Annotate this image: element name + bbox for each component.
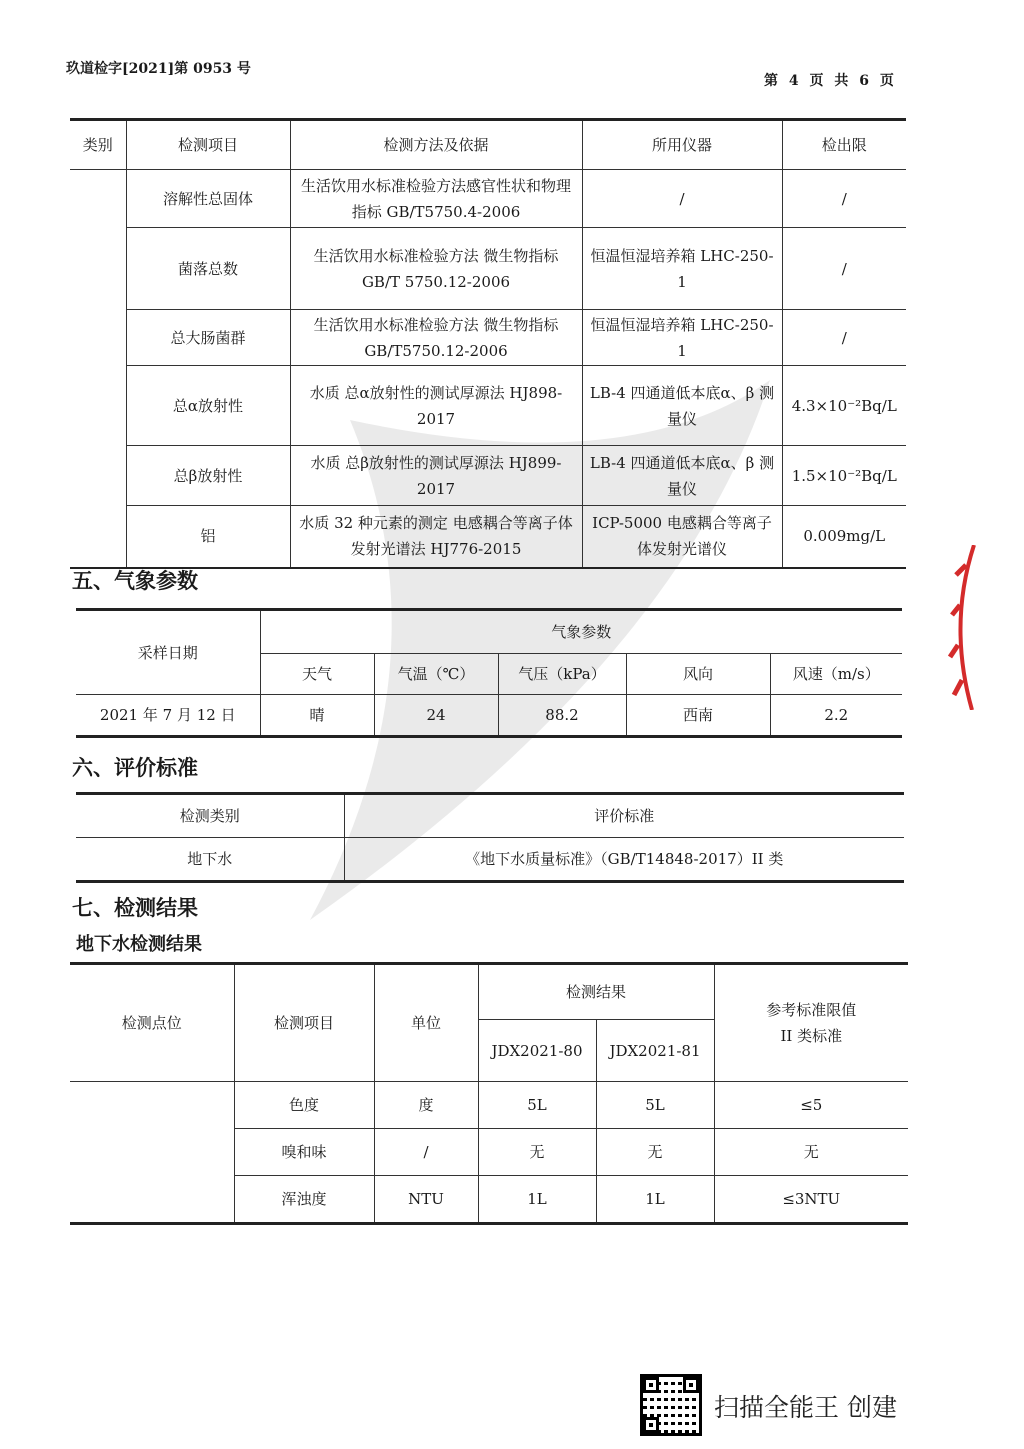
- table-row: [76, 838, 904, 882]
- col-unit: 单位: [374, 964, 478, 1082]
- sample-2-cell: 5L: [596, 1082, 714, 1129]
- methods-table: [70, 118, 906, 569]
- instrument-cell: /: [582, 170, 782, 228]
- item-cell: 浑浊度: [234, 1176, 374, 1224]
- pressure-cell: 88.2: [498, 695, 626, 737]
- sample-1-cell: 1L: [478, 1176, 596, 1224]
- instrument-cell: 恒温恒湿培养箱 LHC-250-1: [582, 228, 782, 310]
- reference-title: 参考标准限值: [766, 1001, 857, 1019]
- item-cell: 色度: [234, 1082, 374, 1129]
- col-sample-2: JDX2021-81: [596, 1020, 714, 1082]
- date-cell: 2021 年 7 月 12 日: [76, 695, 260, 737]
- method-cell: 水质 32 种元素的测定 电感耦合等离子体发射光谱法 HJ776-2015: [290, 506, 582, 568]
- table-row: [70, 228, 906, 310]
- table-row: [70, 506, 906, 568]
- reference-cell: ≤5: [714, 1082, 908, 1129]
- col-weather: 天气: [260, 654, 374, 695]
- col-wind-direction: 风向: [626, 654, 770, 695]
- item-cell: 嗅和味: [234, 1129, 374, 1176]
- limit-cell: /: [782, 170, 906, 228]
- item-cell: 溶解性总固体: [126, 170, 290, 228]
- col-temperature: 气温（℃）: [374, 654, 498, 695]
- sample-2-cell: 1L: [596, 1176, 714, 1224]
- table-row: [70, 170, 906, 228]
- col-limit: 检出限: [782, 120, 906, 170]
- scanner-watermark-text: 扫描全能王 创建: [714, 1393, 897, 1422]
- sample-1-cell: 5L: [478, 1082, 596, 1129]
- method-cell: 生活饮用水标准检验方法感官性状和物理指标 GB/T5750.4-2006: [290, 170, 582, 228]
- col-item: 检测项目: [234, 964, 374, 1082]
- unit-cell: NTU: [374, 1176, 478, 1224]
- standard-table: [76, 792, 904, 883]
- reference-cell: ≤3NTU: [714, 1176, 908, 1224]
- limit-cell: 1.5×10⁻²Bq/L: [782, 446, 906, 506]
- col-method: 检测方法及依据: [290, 120, 582, 170]
- limit-cell: /: [782, 310, 906, 366]
- col-result-group: 检测结果: [478, 964, 714, 1020]
- section-title-standard: 六、评价标准: [72, 756, 198, 780]
- instrument-cell: ICP-5000 电感耦合等离子体发射光谱仪: [582, 506, 782, 568]
- table-row: [70, 446, 906, 506]
- page-indicator: 第 4 页 共 6 页: [764, 73, 897, 89]
- unit-cell: 度: [374, 1082, 478, 1129]
- col-sample-1: JDX2021-80: [478, 1020, 596, 1082]
- category-cell: 地下水: [76, 838, 344, 882]
- wind-speed-cell: 2.2: [770, 695, 902, 737]
- qr-finder-icon: [643, 1417, 659, 1433]
- method-cell: 生活饮用水标准检验方法 微生物指标 GB/T5750.12-2006: [290, 310, 582, 366]
- point-cell: [70, 1082, 234, 1224]
- document-number: 玖道检字[2021]第 0953 号: [66, 61, 251, 77]
- item-cell: 铝: [126, 506, 290, 568]
- col-point: 检测点位: [70, 964, 234, 1082]
- item-cell: 总大肠菌群: [126, 310, 290, 366]
- sample-1-cell: 无: [478, 1129, 596, 1176]
- col-pressure: 气压（kPa）: [498, 654, 626, 695]
- col-instrument: 所用仪器: [582, 120, 782, 170]
- sample-2-cell: 无: [596, 1129, 714, 1176]
- col-category: 检测类别: [76, 794, 344, 838]
- section-title-results: 七、检测结果: [72, 896, 198, 920]
- unit-cell: /: [374, 1129, 478, 1176]
- limit-cell: 4.3×10⁻²Bq/L: [782, 366, 906, 446]
- reference-cell: 无: [714, 1129, 908, 1176]
- method-cell: 水质 总α放射性的测试厚源法 HJ898-2017: [290, 366, 582, 446]
- weather-table: [76, 608, 902, 738]
- qr-code-icon: [640, 1374, 702, 1436]
- col-standard: 评价标准: [344, 794, 904, 838]
- reference-class: II 类标准: [780, 1027, 843, 1045]
- qr-finder-icon: [643, 1377, 659, 1393]
- results-table: [70, 962, 908, 1225]
- table-row: [70, 310, 906, 366]
- method-cell: 水质 总β放射性的测试厚源法 HJ899-2017: [290, 446, 582, 506]
- stamp-icon: [946, 545, 976, 710]
- table-row: [70, 1082, 908, 1129]
- instrument-cell: 恒温恒湿培养箱 LHC-250-1: [582, 310, 782, 366]
- instrument-cell: LB-4 四通道低本底α、β 测量仪: [582, 366, 782, 446]
- table-row: [70, 366, 906, 446]
- standard-cell: 《地下水质量标准》（GB/T14848-2017）II 类: [344, 838, 904, 882]
- section-title-weather: 五、气象参数: [72, 569, 198, 593]
- table-row: [76, 695, 902, 737]
- col-reference: [714, 964, 908, 1082]
- weather-cell: 晴: [260, 695, 374, 737]
- qr-finder-icon: [683, 1377, 699, 1393]
- instrument-cell: LB-4 四通道低本底α、β 测量仪: [582, 446, 782, 506]
- temperature-cell: 24: [374, 695, 498, 737]
- col-category: 类别: [70, 120, 126, 170]
- date-header: 采样日期: [76, 610, 260, 695]
- col-wind-speed: 风速（m/s）: [770, 654, 902, 695]
- wind-direction-cell: 西南: [626, 695, 770, 737]
- method-cell: 生活饮用水标准检验方法 微生物指标 GB/T 5750.12-2006: [290, 228, 582, 310]
- item-cell: 菌落总数: [126, 228, 290, 310]
- item-cell: 总α放射性: [126, 366, 290, 446]
- results-subtitle: 地下水检测结果: [76, 934, 202, 955]
- limit-cell: 0.009mg/L: [782, 506, 906, 568]
- table-header-row: [70, 120, 906, 170]
- item-cell: 总β放射性: [126, 446, 290, 506]
- col-item: 检测项目: [126, 120, 290, 170]
- weather-group-header: 气象参数: [260, 610, 902, 654]
- limit-cell: /: [782, 228, 906, 310]
- category-cell: [70, 170, 126, 568]
